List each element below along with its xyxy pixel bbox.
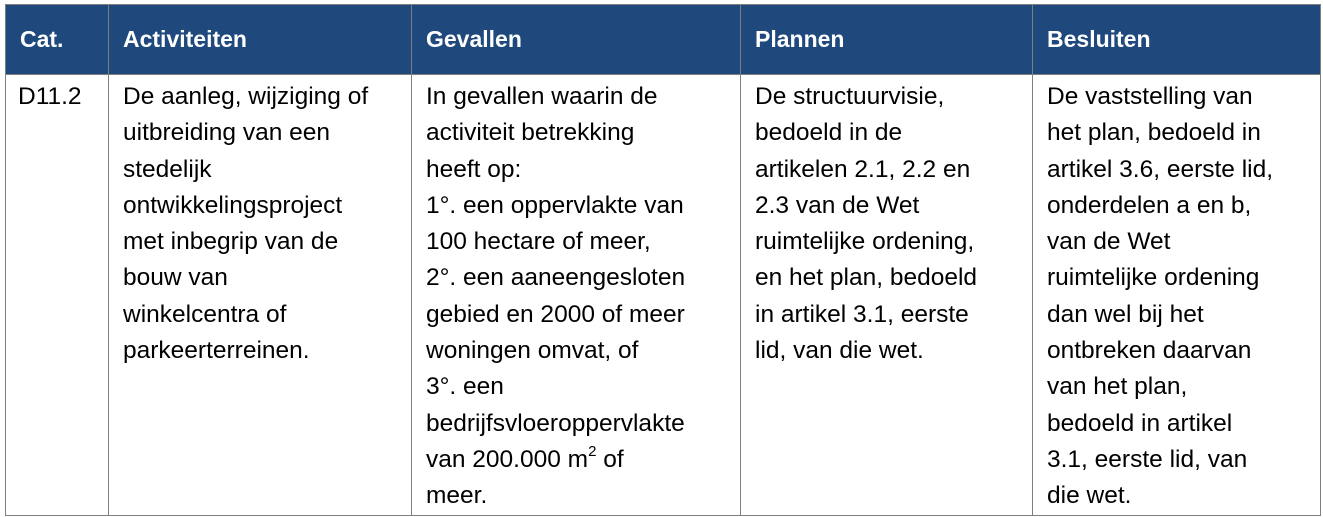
gevallen-line: bedrijfsvloeroppervlakte: [426, 409, 685, 437]
activiteiten-line: uitbreiding van een: [123, 119, 331, 147]
plannen-line: 2.3 van de Wet: [755, 191, 920, 219]
gevallen-line: heeft op:: [426, 155, 522, 183]
besluiten-line: bedoeld in artikel: [1047, 409, 1233, 437]
plannen-line: lid, van die wet.: [755, 337, 924, 365]
gevallen-area-superscript: 2: [588, 442, 597, 460]
gevallen-line: In gevallen waarin de: [426, 83, 658, 110]
gevallen-line: woningen omvat, of: [426, 337, 639, 365]
gevallen-area-line: [426, 442, 732, 478]
besluiten-line: van de Wet: [1047, 228, 1171, 256]
header-gevallen: Gevallen: [412, 5, 741, 75]
activiteiten-line: parkeerterreinen.: [123, 337, 310, 365]
gevallen-line: 1°. een oppervlakte van: [426, 191, 684, 219]
plannen-line: en het plan, bedoeld: [755, 264, 978, 292]
regulation-table: [5, 4, 1321, 516]
besluiten-line: ruimtelijke ordening: [1047, 264, 1260, 292]
regulation-table-container: [5, 4, 1320, 516]
gevallen-line: 3°. een: [426, 373, 504, 401]
header-activiteiten: Activiteiten: [109, 5, 412, 75]
besluiten-line: De vaststelling van: [1047, 83, 1253, 110]
besluiten-line: artikel 3.6, eerste lid,: [1047, 155, 1274, 183]
activiteiten-line: De aanleg, wijziging of: [123, 83, 369, 110]
cell-besluiten: [1033, 75, 1321, 516]
gevallen-area-prefix: van 200.000 m: [426, 445, 589, 473]
cell-activiteiten: [109, 75, 412, 516]
cat-code: D11.2: [18, 83, 82, 110]
activiteiten-line: stedelijk: [123, 155, 212, 183]
activiteiten-line: winkelcentra of: [123, 300, 287, 328]
cell-gevallen: [412, 75, 741, 516]
cell-cat: [6, 75, 109, 516]
cell-plannen: [741, 75, 1033, 516]
table-row: [6, 75, 1321, 516]
plannen-line: in artikel 3.1, eerste: [755, 300, 969, 328]
gevallen-line: gebied en 2000 of meer: [426, 300, 685, 328]
activiteiten-line: bouw van: [123, 264, 228, 292]
header-besluiten: Besluiten: [1033, 5, 1321, 75]
gevallen-area-suffix: of: [596, 445, 624, 473]
plannen-line: bedoeld in de: [755, 119, 903, 147]
gevallen-line: 100 hectare of meer,: [426, 228, 651, 256]
activiteiten-line: met inbegrip van de: [123, 228, 339, 256]
gevallen-line: 2°. een aaneengesloten: [426, 264, 686, 292]
besluiten-line: van het plan,: [1047, 373, 1188, 401]
besluiten-line: 3.1, eerste lid, van: [1047, 445, 1248, 473]
plannen-line: De structuurvisie,: [755, 83, 945, 110]
besluiten-line: dan wel bij het: [1047, 300, 1204, 328]
table-header-row: [6, 5, 1321, 75]
header-cat: Cat.: [6, 5, 109, 75]
plannen-line: ruimtelijke ordening,: [755, 228, 975, 256]
besluiten-line: het plan, bedoeld in: [1047, 119, 1261, 147]
besluiten-line: onderdelen a en b,: [1047, 191, 1252, 219]
gevallen-line: activiteit betrekking: [426, 119, 635, 147]
besluiten-line: ontbreken daarvan: [1047, 337, 1252, 365]
header-plannen: Plannen: [741, 5, 1033, 75]
gevallen-line: meer.: [426, 482, 488, 510]
plannen-line: artikelen 2.1, 2.2 en: [755, 155, 971, 183]
besluiten-line: die wet.: [1047, 482, 1132, 510]
activiteiten-line: ontwikkelingsproject: [123, 191, 343, 219]
